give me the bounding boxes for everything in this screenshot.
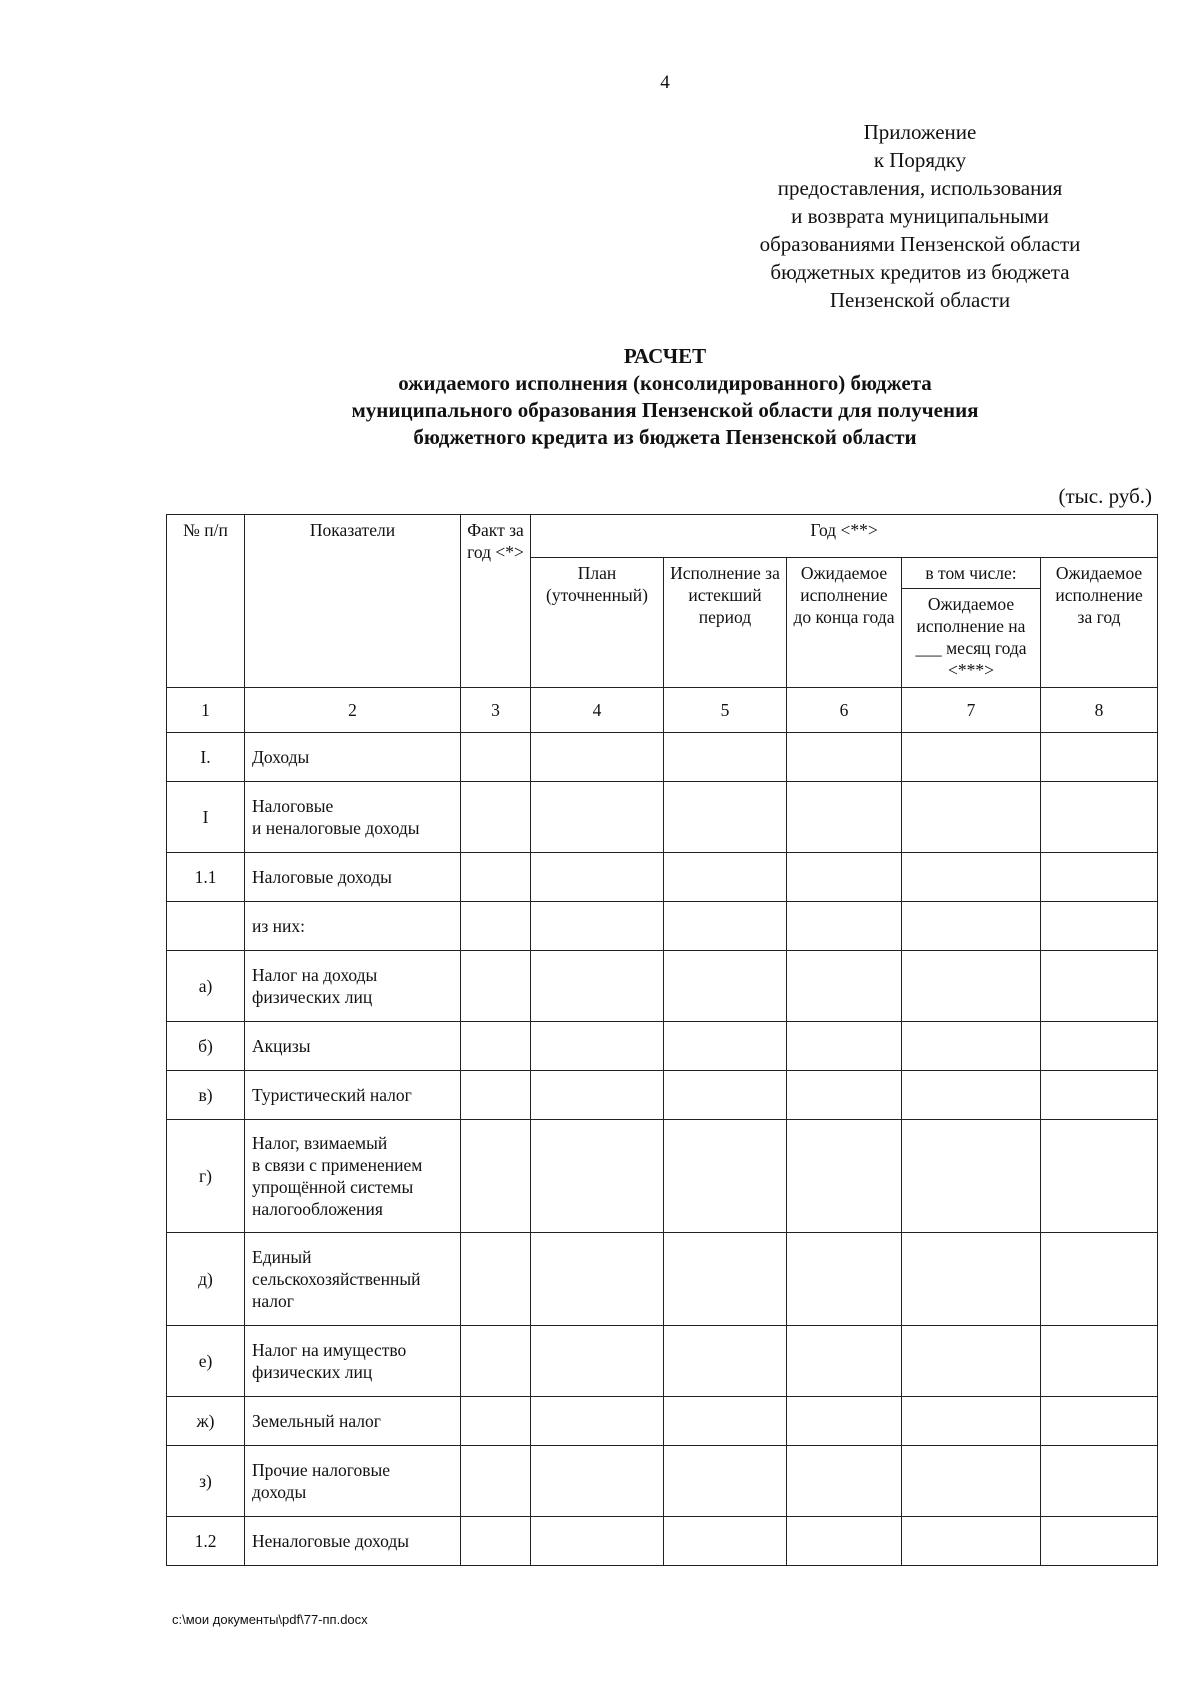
value-cell[interactable] [1041,1446,1158,1517]
row-indicator: Туристический налог [245,1071,461,1120]
row-indicator: Единый сельскохозяйственный налог [245,1233,461,1326]
value-cell[interactable] [902,1120,1041,1233]
value-cell[interactable] [902,1397,1041,1446]
value-cell[interactable] [461,853,531,902]
header-expected-end: Ожидаемое исполнение до конца года [787,558,902,688]
title-heading: РАСЧЕТ [623,344,707,368]
value-cell[interactable] [531,902,664,951]
value-cell[interactable] [664,1446,787,1517]
value-cell[interactable] [531,1233,664,1326]
value-cell[interactable] [461,1397,531,1446]
table-row [167,1446,1158,1517]
header-year: Год <**> [531,515,1158,558]
table-row [167,902,1158,951]
table-row [167,853,1158,902]
row-number [167,902,245,951]
column-number: 1 [167,688,245,733]
row-indicator: Налог на имущество физических лиц [245,1326,461,1397]
value-cell[interactable] [1041,1397,1158,1446]
header-indicators: Показатели [245,515,461,688]
value-cell[interactable] [902,1071,1041,1120]
value-cell[interactable] [1041,1022,1158,1071]
page-number: 4 [660,72,670,93]
value-cell[interactable] [664,1517,787,1566]
value-cell[interactable] [664,853,787,902]
row-number: ж) [167,1397,245,1446]
table-row [167,782,1158,853]
table-row [167,1120,1158,1233]
appendix-line: Пензенской области [829,288,1011,312]
row-indicator: Прочие налоговые доходы [245,1446,461,1517]
table-row [167,1071,1158,1120]
row-number: г) [167,1120,245,1233]
value-cell[interactable] [787,1071,902,1120]
appendix-line: Приложение [863,120,977,144]
header-execution: Исполнение за истекший период [664,558,787,688]
value-cell[interactable] [902,782,1041,853]
value-cell[interactable] [787,1022,902,1071]
value-cell[interactable] [531,1022,664,1071]
document-title [160,343,1170,451]
value-cell[interactable] [787,951,902,1022]
column-number: 3 [461,688,531,733]
value-cell[interactable] [1041,782,1158,853]
value-cell[interactable] [461,1022,531,1071]
value-cell[interactable] [664,1233,787,1326]
value-cell[interactable] [787,902,902,951]
row-number: в) [167,1071,245,1120]
value-cell[interactable] [787,1120,902,1233]
column-number: 8 [1041,688,1158,733]
value-cell[interactable] [531,1446,664,1517]
header-num: № п/п [167,515,245,688]
value-cell[interactable] [1041,1326,1158,1397]
value-cell[interactable] [1041,1120,1158,1233]
table-row [167,733,1158,782]
value-cell[interactable] [461,1446,531,1517]
value-cell[interactable] [461,1233,531,1326]
value-cell[interactable] [787,1397,902,1446]
row-indicator: Налог, взимаемый в связи с применением упрощённой системы налогообложения [245,1120,461,1233]
value-cell[interactable] [664,733,787,782]
value-cell[interactable] [664,1397,787,1446]
value-cell[interactable] [461,1120,531,1233]
value-cell[interactable] [902,1022,1041,1071]
value-cell[interactable] [531,1326,664,1397]
value-cell[interactable] [531,951,664,1022]
value-cell[interactable] [902,1326,1041,1397]
value-cell[interactable] [1041,1233,1158,1326]
row-number: I [167,782,245,853]
column-number: 5 [664,688,787,733]
table-row [167,1326,1158,1397]
value-cell[interactable] [461,1517,531,1566]
row-indicator: Налог на доходы физических лиц [245,951,461,1022]
value-cell[interactable] [787,733,902,782]
table-row [167,951,1158,1022]
value-cell[interactable] [461,733,531,782]
value-cell[interactable] [1041,733,1158,782]
value-cell[interactable] [902,1517,1041,1566]
value-cell[interactable] [902,902,1041,951]
value-cell[interactable] [531,853,664,902]
header-expected-year: Ожидаемое исполнение за год [1041,558,1158,688]
value-cell[interactable] [1041,1517,1158,1566]
value-cell[interactable] [1041,1071,1158,1120]
value-cell[interactable] [787,782,902,853]
value-cell[interactable] [531,1120,664,1233]
row-number: а) [167,951,245,1022]
row-indicator: из них: [245,902,461,951]
value-cell[interactable] [787,1446,902,1517]
appendix-line: и возврата муниципальными [791,204,1049,228]
table-row [167,1233,1158,1326]
value-cell[interactable] [902,1446,1041,1517]
table-row [167,1022,1158,1071]
column-number: 2 [245,688,461,733]
value-cell[interactable] [1041,853,1158,902]
value-cell[interactable] [531,1397,664,1446]
row-number: 1.1 [167,853,245,902]
row-indicator: Налоговые доходы [245,853,461,902]
appendix-line: предоставления, использования [777,176,1063,200]
units-label: (тыс. руб.) [1058,484,1152,508]
appendix-line: бюджетных кредитов из бюджета [770,260,1070,284]
value-cell[interactable] [664,1120,787,1233]
title-line: ожидаемого исполнения (консолидированного) бюджета [398,371,932,395]
appendix-line: образованиями Пензенской области [759,232,1081,256]
value-cell[interactable] [664,1326,787,1397]
value-cell[interactable] [461,1326,531,1397]
header-fact: Факт за год <*> [461,515,531,688]
value-cell[interactable] [787,1326,902,1397]
value-cell[interactable] [531,782,664,853]
row-number: з) [167,1446,245,1517]
row-indicator: Доходы [245,733,461,782]
budget-table [166,514,1158,1566]
row-indicator: Земельный налог [245,1397,461,1446]
row-number: е) [167,1326,245,1397]
value-cell[interactable] [902,1233,1041,1326]
row-indicator: Неналоговые доходы [245,1517,461,1566]
row-number: б) [167,1022,245,1071]
table-row [167,1517,1158,1566]
value-cell[interactable] [902,733,1041,782]
row-number: д) [167,1233,245,1326]
value-cell[interactable] [664,782,787,853]
title-line: бюджетного кредита из бюджета Пензенской области [413,425,917,449]
column-number: 7 [902,688,1041,733]
value-cell[interactable] [1041,902,1158,951]
value-cell[interactable] [461,951,531,1022]
value-cell[interactable] [787,1517,902,1566]
value-cell[interactable] [531,1517,664,1566]
column-number: 4 [531,688,664,733]
value-cell[interactable] [1041,951,1158,1022]
value-cell[interactable] [902,951,1041,1022]
value-cell[interactable] [787,853,902,902]
header-plan: План (уточненный) [531,558,664,688]
value-cell[interactable] [664,951,787,1022]
value-cell[interactable] [461,1071,531,1120]
row-number: I. [167,733,245,782]
header-expected-month: Ожидаемое исполнение на ___ месяц года <***> [902,589,1041,688]
value-cell[interactable] [531,1071,664,1120]
appendix-block [720,118,1120,314]
value-cell[interactable] [902,853,1041,902]
value-cell[interactable] [664,1022,787,1071]
column-number-row [167,688,1158,733]
table-row [167,1397,1158,1446]
row-indicator: Акцизы [245,1022,461,1071]
value-cell[interactable] [787,1233,902,1326]
value-cell[interactable] [461,902,531,951]
file-path-footer: c:\мои документы\pdf\77-пп.docx [172,1612,368,1627]
appendix-line: к Порядку [873,148,967,172]
row-number: 1.2 [167,1517,245,1566]
header-including: в том числе: [902,558,1041,589]
value-cell[interactable] [531,733,664,782]
value-cell[interactable] [664,902,787,951]
column-number: 6 [787,688,902,733]
row-indicator: Налоговые и неналоговые доходы [245,782,461,853]
value-cell[interactable] [664,1071,787,1120]
title-line: муниципального образования Пензенской области для получения [351,398,979,422]
value-cell[interactable] [461,782,531,853]
